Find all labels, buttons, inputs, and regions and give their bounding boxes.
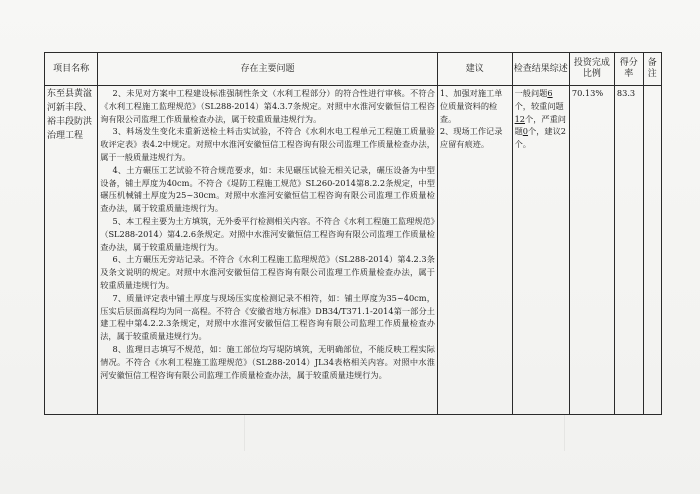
note-cell [643,86,661,415]
issue-item: 5、本工程主要为土方填筑，无外委平行检测相关内容。不符合《水利工程施工监理规范》（SL288-2014）第4.2.6条规定。对照中水淮河安徽恒信工程咨询有限公司监理工作质量检查办法，属于较重质量违规行为。 [100,215,435,252]
header-note: 备注 [643,53,661,86]
issue-item: 4、土方碾压工艺试验不符合规范要求，如：未见碾压试验无相关记录，碾压设备为中型设备，铺土厚度为40cm。不符合《堤防工程施工规范》SL260-2014第8.2.2条规定，中型碾压机械铺土厚度为25~30cm。对照中水淮河安徽恒信工程咨询有限公司监理工作质量检查办法，属于较重质量违规行为。 [100,164,435,214]
header-invest: 投资完成比例 [569,53,614,86]
issue-item: 7、质量评定表中铺土厚度与现场压实度检测记录不相符，如：铺土厚度为35~40cm，压实后层面高程均为同一高程。不符合《安徽省地方标准》DB34/T371.1-2014第一部分土建工程中第4.2.2.3条规定，对照中水淮河安徽恒信工程咨询有限公司监理工作质量检查办法，属于较重质量违规行为。 [100,292,435,342]
result-general-count: 6 [547,88,553,98]
issue-item: 6、土方碾压无旁站记录。不符合《水利工程施工监理规范》（SL288-2014）第4.2.3条及条文说明的规定。对照中水淮河安徽恒信工程咨询有限公司监理工作质量检查办法，属于较重质量违规行为。 [100,254,435,290]
table-header-row [45,53,662,86]
header-project-name: 项目名称 [45,53,98,86]
invest-ratio-cell: 70.13% [569,86,614,415]
issue-item: 3、料场发生变化未重新送检土料击实试验，不符合《水利水电工程单元工程施工质量验收评定表》表4.2中规定。对照中水淮河安徽恒信工程咨询有限公司监理工作质量检查办法，属于一般质量违规行为。 [100,126,435,162]
score-rate-cell: 83.3 [614,86,643,415]
header-suggestion: 建议 [437,53,512,86]
result-heavy-count: 12 [514,113,526,124]
result-suggest-text: 个，建议2个。 [514,126,566,150]
table-row [45,86,662,415]
result-heavy-unit: 个，严重问题 [514,113,566,137]
inspection-table [44,52,662,415]
header-issues: 存在主要问题 [98,53,438,86]
header-result: 检查结果综述 [512,53,569,86]
header-score: 得分率 [614,53,643,86]
issue-item: 2、未见对方案中工程建设标准强制性条文（水利工程部分）的符合性进行审核。不符合《水利工程施工监理规范》（SL288-2014）第4.3.7条规定。对照中水淮河安徽恒信工程咨询有限公司监理工作质量检查办法，属于较重质量违规行为。 [100,88,435,124]
suggestion-cell [437,86,512,415]
project-name-cell: 东至县黄湓河新丰段、裕丰段防洪治理工程 [45,86,98,415]
issue-item: 8、监理日志填写不规范，如：施工部位均写堤防填筑，无明确部位，不能反映工程实际情况。不符合《水利工程施工监理规范》（SL288-2014）JL34表格相关内容。对照中水淮河安徽恒信工程咨询有限公司监理工作质量检查办法，属于较重质量违规行为。 [100,343,435,380]
result-serious-count: 0 [522,126,529,137]
bleed-through-shadow [44,415,662,451]
suggestion-item: 1、加强对施工单位质量资料的检查。 [439,88,503,124]
issues-cell [98,86,438,415]
result-general-label: 一般问题 [514,88,548,98]
suggestion-item: 2、现场工作记录应留有痕迹。 [439,126,503,150]
result-general-unit: 个，较重问题 [514,100,564,111]
result-summary [515,87,567,151]
result-cell [512,86,569,415]
